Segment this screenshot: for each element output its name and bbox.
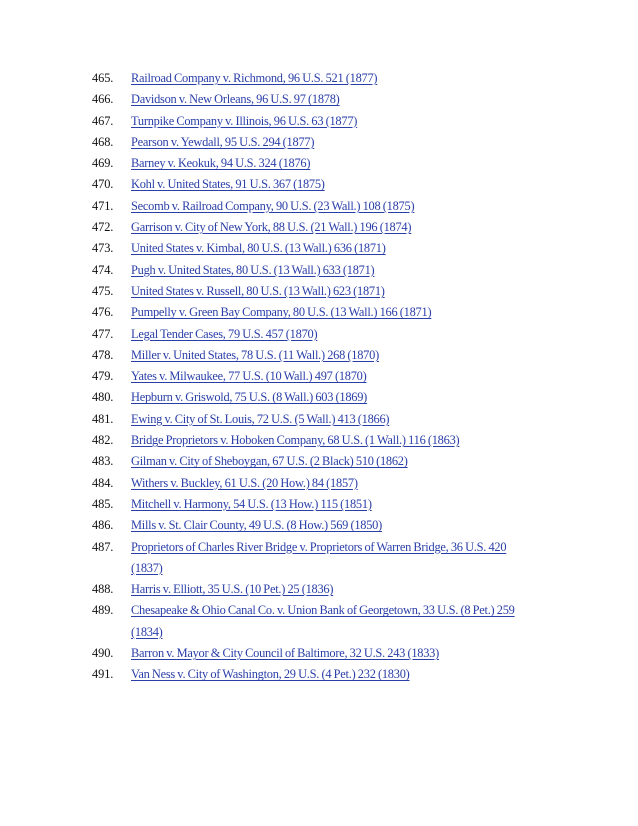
case-citation-link[interactable]: Withers v. Buckley, 61 U.S. (20 How.) 84 (1857) (131, 475, 358, 490)
list-item-number: 490. (92, 646, 114, 661)
list-item-number: 468. (92, 134, 114, 149)
list-item-number: 481. (92, 411, 114, 426)
list-item (0, 579, 638, 600)
list-item (0, 366, 638, 387)
case-citation-link[interactable]: Proprietors of Charles River Bridge v. Proprietors of Warren Bridge, 36 U.S. 420 (1837) (131, 539, 507, 575)
list-item-number: 467. (92, 113, 114, 128)
list-item (0, 174, 638, 195)
case-citation-link[interactable]: Pearson v. Yewdall, 95 U.S. 294 (1877) (131, 134, 315, 149)
list-item (0, 643, 638, 664)
list-item (0, 68, 638, 89)
case-citation-link[interactable]: Barron v. Mayor & City Council of Baltimore, 32 U.S. 243 (1833) (131, 646, 439, 661)
case-citation-link[interactable]: Pumpelly v. Green Bay Company, 80 U.S. (13 Wall.) 166 (1871) (131, 305, 432, 320)
list-item-number: 480. (92, 390, 114, 405)
case-citation-link[interactable]: Miller v. United States, 78 U.S. (11 Wall.) 268 (1870) (131, 347, 379, 362)
case-citation-link[interactable]: United States v. Kimbal, 80 U.S. (13 Wall.) 636 (1871) (131, 241, 386, 256)
list-item (0, 494, 638, 515)
list-item-number: 472. (92, 220, 114, 235)
list-item-number: 485. (92, 496, 114, 511)
case-citation-link[interactable]: Ewing v. City of St. Louis, 72 U.S. (5 Wall.) 413 (1866) (131, 411, 390, 426)
list-item-number: 484. (92, 475, 114, 490)
case-citation-link[interactable]: Chesapeake & Ohio Canal Co. v. Union Bank of Georgetown, 33 U.S. (8 Pet.) 259 (1834) (131, 603, 515, 639)
list-item-number: 465. (92, 71, 114, 85)
list-item-number: 483. (92, 454, 114, 469)
list-item (0, 260, 638, 281)
list-item (0, 387, 638, 408)
list-item-number: 469. (92, 156, 114, 171)
case-citation-link[interactable]: United States v. Russell, 80 U.S. (13 Wall.) 623 (1871) (131, 283, 385, 298)
list-item-number: 466. (92, 92, 114, 107)
list-item-number: 476. (92, 305, 114, 320)
case-citation-link[interactable]: Secomb v. Railroad Company, 90 U.S. (23 Wall.) 108 (1875) (131, 198, 415, 213)
list-item (0, 196, 638, 217)
case-citation-link[interactable]: Mitchell v. Harmony, 54 U.S. (13 How.) 115 (1851) (131, 496, 372, 511)
list-item (0, 409, 638, 430)
list-item (0, 515, 638, 536)
list-item (0, 664, 638, 685)
list-item-number: 479. (92, 369, 114, 384)
list-item-number: 488. (92, 582, 114, 597)
list-item (0, 600, 638, 643)
list-item (0, 345, 638, 366)
list-item (0, 111, 638, 132)
case-citation-link[interactable]: Davidson v. New Orleans, 96 U.S. 97 (1878) (131, 92, 340, 107)
list-item-number: 477. (92, 326, 114, 341)
list-item (0, 217, 638, 238)
list-item-number: 482. (92, 433, 114, 448)
list-item-number: 486. (92, 518, 114, 533)
list-item-number: 471. (92, 198, 114, 213)
list-item (0, 473, 638, 494)
case-citation-link[interactable]: Mills v. St. Clair County, 49 U.S. (8 How.) 569 (1850) (131, 518, 382, 533)
case-citation-link[interactable]: Turnpike Company v. Illinois, 96 U.S. 63 (1877) (131, 113, 358, 128)
list-item-number: 475. (92, 283, 114, 298)
list-item (0, 281, 638, 302)
case-citation-link[interactable]: Van Ness v. City of Washington, 29 U.S. (4 Pet.) 232 (1830) (131, 667, 410, 682)
list-item (0, 324, 638, 345)
case-citation-link[interactable]: Bridge Proprietors v. Hoboken Company, 68 U.S. (1 Wall.) 116 (1863) (131, 433, 460, 448)
case-citation-link[interactable]: Hepburn v. Griswold, 75 U.S. (8 Wall.) 603 (1869) (131, 390, 368, 405)
list-item-number: 489. (92, 603, 114, 618)
list-item-number: 474. (92, 262, 114, 277)
case-citation-link[interactable]: Barney v. Keokuk, 94 U.S. 324 (1876) (131, 156, 311, 171)
case-citation-link[interactable]: Pugh v. United States, 80 U.S. (13 Wall.) 633 (1871) (131, 262, 375, 277)
list-item (0, 430, 638, 451)
case-citation-link[interactable]: Gilman v. City of Sheboygan, 67 U.S. (2 Black) 510 (1862) (131, 454, 408, 469)
case-citation-link[interactable]: Legal Tender Cases, 79 U.S. 457 (1870) (131, 326, 318, 341)
list-item (0, 302, 638, 323)
list-item (0, 537, 638, 580)
case-citation-link[interactable]: Garrison v. City of New York, 88 U.S. (21 Wall.) 196 (1874) (131, 220, 412, 235)
case-citation-link[interactable]: Yates v. Milwaukee, 77 U.S. (10 Wall.) 497 (1870) (131, 369, 367, 384)
list-item (0, 238, 638, 259)
list-item (0, 89, 638, 110)
list-item-number: 487. (92, 539, 114, 554)
case-citation-link[interactable]: Kohl v. United States, 91 U.S. 367 (1875) (131, 177, 325, 192)
case-citation-link[interactable]: Railroad Company v. Richmond, 96 U.S. 521 (1877) (131, 71, 378, 85)
list-item (0, 451, 638, 472)
list-item-number: 473. (92, 241, 114, 256)
case-citation-link[interactable]: Harris v. Elliott, 35 U.S. (10 Pet.) 25 (1836) (131, 582, 334, 597)
list-item (0, 132, 638, 153)
list-item-number: 470. (92, 177, 114, 192)
list-item-number: 478. (92, 347, 114, 362)
case-citation-list (0, 68, 638, 686)
list-item-number: 491. (92, 667, 114, 682)
list-item (0, 153, 638, 174)
